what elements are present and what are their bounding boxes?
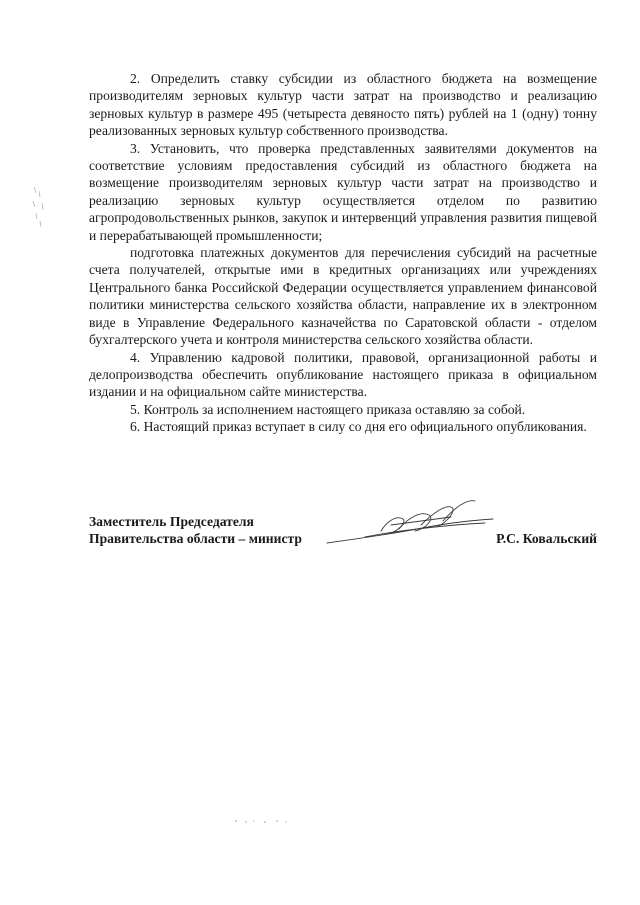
signature-block: [89, 513, 597, 553]
paragraph-3: 3. Установить, что проверка представленных заявителями документов на соответствие условиям предоставления субсидий из областного бюджета на возмещение производителям зерновых культур части затрат на производство и реализацию зерновых культур осуществляется отделом по развитию агропродовольственных рынков, закупок и интервенций управления развития пищевой и перерабатывающей промышленности;: [89, 140, 597, 243]
signatory-title: [89, 513, 302, 548]
paragraph-2: 2. Определить ставку субсидии из областного бюджета на возмещение производителям зерновых культур части затрат на производство и реализацию зерновых культур в размере 495 (четыреста девяносто пять) рублей на 1 (одну) тонну реализованных зерновых культур собственного производства.: [89, 71, 597, 139]
scan-specks: [232, 817, 292, 825]
paragraph-4: 4. Управлению кадровой политики, правовой, организационной работы и делопроизводства обеспечить опубликование настоящего приказа в официальном издании и на официальном сайте министерства.: [89, 349, 597, 400]
handwritten-signature: [325, 495, 495, 551]
signatory-title-line1: Заместитель Председателя: [89, 514, 254, 529]
signatory-title-line2: Правительства области – министр: [89, 531, 302, 547]
paragraph-6: 6. Настоящий приказ вступает в силу со дня его официального опубликования.: [130, 419, 587, 435]
paragraph-5: 5. Контроль за исполнением настоящего приказа оставляю за собой.: [130, 401, 526, 417]
paragraph-3-continuation: подготовка платежных документов для перечисления субсидий на расчетные счета получателей, открытые ими в кредитных организациях или учреждениях Центрального банка Российской Федерации осуществляется управлением финансовой политики министерства сельского хозяйства области, направление их в электронном виде в Управление Федерального казначейства по Саратовской области - отделом бухгалтерского учета и контроля министерства сельского хозяйства области.: [89, 245, 597, 348]
margin-scan-mark: [30, 183, 50, 233]
document-body: [89, 70, 597, 436]
signatory-name: Р.С. Ковальский: [496, 531, 597, 546]
